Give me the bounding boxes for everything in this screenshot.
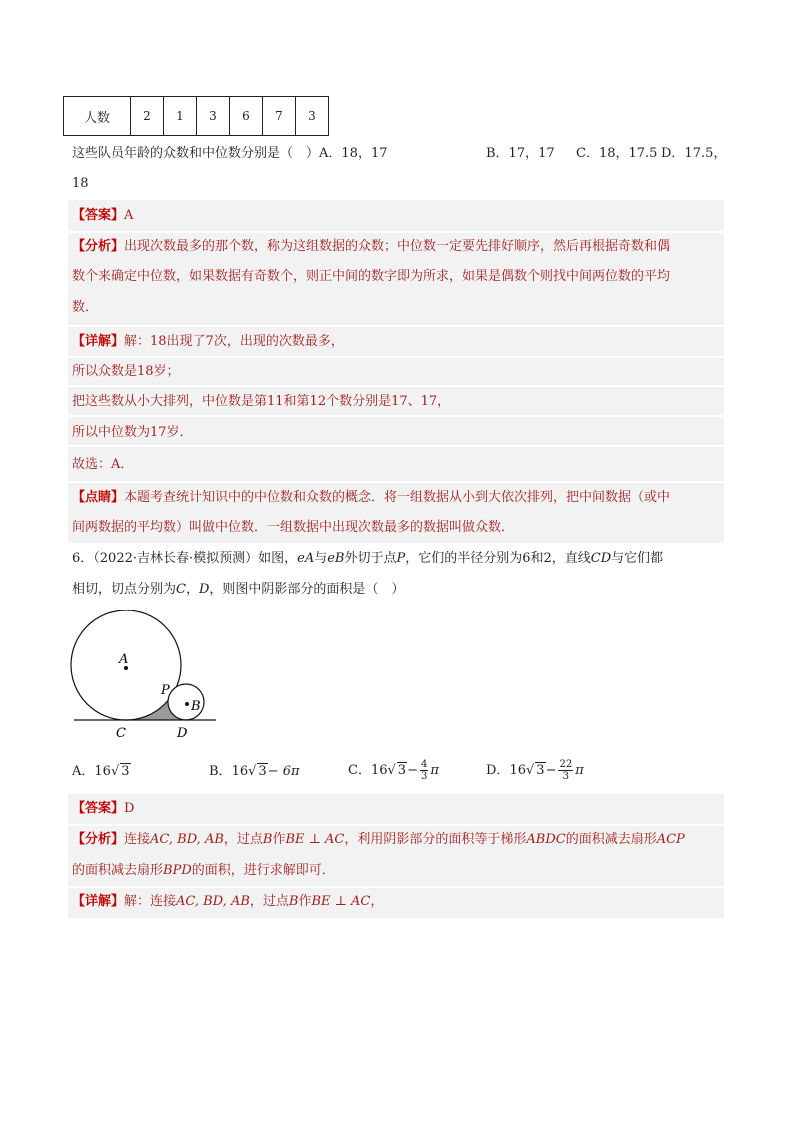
q5-detail-text: 解：18出现了7次，出现的次数最多， [124, 334, 344, 349]
q6-analysis-text: ，过点 [223, 832, 263, 847]
q6-option-d [486, 756, 584, 786]
q6-detail-text: ， [370, 894, 384, 909]
q6-stem-text: 6．（2022·吉林长春·模拟预测）如图， [72, 551, 298, 566]
q6-stem-text: ，则图中阴影部分的面积是（ ） [209, 582, 405, 597]
option-label: B． [209, 764, 232, 779]
answer-tag: 【答案】 [72, 208, 125, 223]
circle-b-symbol: eB [327, 551, 345, 566]
q5-analysis-line-1 [72, 237, 670, 257]
detail-band [68, 447, 724, 481]
fraction [558, 759, 573, 782]
table-cell: 7 [263, 97, 296, 136]
age-count-table [63, 96, 329, 136]
radicand: 3 [258, 764, 267, 779]
q6-stem-text: 相切，切点分别为 [72, 582, 177, 597]
q6-analysis-text: 连接 [124, 832, 151, 847]
q5-answer-line [72, 206, 133, 226]
option-tail: − 6π [267, 764, 300, 779]
q6-detail-text: ，过点 [249, 894, 289, 909]
q6-analysis-line-1 [72, 830, 685, 850]
math-expr: BE ⊥ AC [311, 894, 371, 909]
sqrt-symbol-icon: √ [110, 764, 120, 779]
math-expr: B [262, 832, 273, 847]
q6-analysis-text: 的面积减去扇形 [72, 863, 164, 878]
q6-stem-text: 与 [314, 551, 328, 566]
radicand: 3 [397, 763, 407, 778]
point-d-symbol: D [198, 582, 210, 597]
separator: ， [185, 582, 199, 597]
q5-comment-line-1 [72, 488, 670, 508]
q6-stem-line-1 [72, 549, 663, 569]
q5-option-b: B．17，17 [486, 146, 555, 161]
center-b-dot [185, 702, 189, 706]
radicand: 3 [536, 763, 545, 778]
answer-band [68, 794, 724, 824]
q6-answer: D [124, 801, 135, 816]
table-cell: 3 [296, 97, 329, 136]
numerator: 4 [420, 759, 428, 770]
q6-stem-line-2 [72, 580, 404, 600]
answer-tag: 【答案】 [72, 801, 125, 816]
sqrt-symbol-icon: √ [387, 763, 396, 778]
q6-analysis-text: 作 [272, 832, 286, 847]
analysis-tag: 【分析】 [72, 239, 125, 254]
option-coef: 16 [94, 764, 111, 779]
q6-option-c [348, 756, 439, 786]
math-expr: BPD [163, 863, 192, 878]
option-coef: 16 [231, 764, 249, 779]
q6-analysis-text: ，利用阴影部分的面积等于梯形 [344, 832, 527, 847]
fraction [420, 759, 428, 782]
minus-sign: − [407, 763, 418, 778]
q6-stem-text: 外切于点 [344, 551, 397, 566]
math-expr: ABDC [526, 832, 566, 847]
label-d: D [177, 726, 188, 741]
table-header-cell: 人数 [64, 97, 131, 136]
option-label: D． [486, 763, 510, 778]
analysis-tag: 【分析】 [72, 832, 125, 847]
label-a: A [119, 652, 129, 667]
line-cd-symbol: CD [590, 551, 612, 566]
q5-detail-line-2: 所以众数是18岁； [72, 364, 180, 379]
q6-analysis-line-2 [72, 861, 335, 881]
comment-tag: 【点睛】 [72, 490, 125, 505]
q5-detail-line-5: 故选：A． [72, 457, 134, 472]
q5-comment-line-2: 间两数据的平均数）叫做中位数．一组数据中出现次数最多的数据叫做众数． [72, 520, 515, 535]
q6-stem-text: 与它们都 [611, 551, 664, 566]
tangent-circles-figure [66, 610, 226, 745]
minus-sign: − [545, 763, 557, 778]
q6-stem-text: ，它们的半径分别为6和2，直线 [405, 551, 591, 566]
q6-analysis-text: 的面积减去扇形 [565, 832, 657, 847]
option-label: C． [348, 763, 371, 778]
math-expr: AC, BD, AB [176, 894, 250, 909]
q5-option-d: D．17.5， [661, 146, 727, 161]
detail-tag: 【详解】 [72, 894, 125, 909]
q5-detail-line-4: 所以中位数为17岁． [72, 425, 193, 440]
numerator: 22 [559, 759, 573, 770]
table-row [64, 97, 329, 136]
q6-option-a [72, 762, 131, 782]
q5-analysis-text: 出现次数最多的那个数，称为这组数据的众数；中位数一定要先排好顺序，然后再根据奇数和偶 [124, 239, 671, 254]
option-coef: 16 [370, 763, 388, 778]
math-expr: B [288, 894, 299, 909]
q5-analysis-line-3: 数． [72, 300, 99, 315]
math-expr: BE ⊥ AC [285, 832, 345, 847]
answer-band [68, 200, 724, 231]
option-label: A． [72, 764, 95, 779]
q5-comment-text: 本题考查统计知识中的中位数和众数的概念．将一组数据从小到大依次排列，把中间数据（或中 [124, 490, 671, 505]
q6-detail-text: 解：连接 [124, 894, 177, 909]
label-b: B [191, 699, 201, 714]
q5-stem: 这些队员年龄的众数和中位数分别是（ ） [72, 146, 320, 161]
q6-detail-line-1 [72, 892, 383, 912]
q5-detail-line-3: 把这些数从小大排列，中位数是第11和第12个数分别是17、17， [72, 394, 451, 409]
q6-answer-line [72, 799, 134, 819]
circle-a-symbol: eA [297, 551, 315, 566]
option-coef: 16 [509, 763, 526, 778]
q6-option-b [209, 762, 300, 782]
q5-option-a: A．18，17 [319, 146, 388, 161]
point-p-symbol: P [396, 551, 406, 566]
math-expr: AC, BD, AB [150, 832, 224, 847]
q5-detail-line-1 [72, 332, 344, 352]
point-c-symbol: C [176, 582, 186, 597]
detail-tag: 【详解】 [72, 334, 125, 349]
table-cell: 3 [197, 97, 230, 136]
denominator: 3 [420, 771, 428, 782]
q5-analysis-line-2: 数个来确定中位数，如果数据有奇数个，则正中间的数字即为所求，如果是偶数个则找中间两位数的平均 [72, 269, 671, 284]
pi-symbol: π [430, 763, 439, 778]
q5-option-d-tail: 18 [72, 176, 89, 191]
sqrt-symbol-icon: √ [248, 764, 257, 779]
q6-analysis-text: 的面积，进行求解即可． [191, 863, 335, 878]
table-cell: 1 [164, 97, 197, 136]
q5-option-c: C．18，17.5 [576, 146, 658, 161]
label-p: P [161, 683, 170, 698]
sqrt-symbol-icon: √ [525, 763, 535, 778]
radicand: 3 [121, 764, 130, 779]
table-cell: 6 [230, 97, 263, 136]
math-expr: ACP [656, 832, 685, 847]
q5-answer: A [124, 208, 134, 223]
label-c: C [116, 726, 126, 741]
q5-stem-line [72, 144, 388, 164]
pi-symbol: π [575, 763, 584, 778]
q6-detail-text: 作 [298, 894, 312, 909]
table-cell: 2 [131, 97, 164, 136]
denominator: 3 [562, 771, 570, 782]
